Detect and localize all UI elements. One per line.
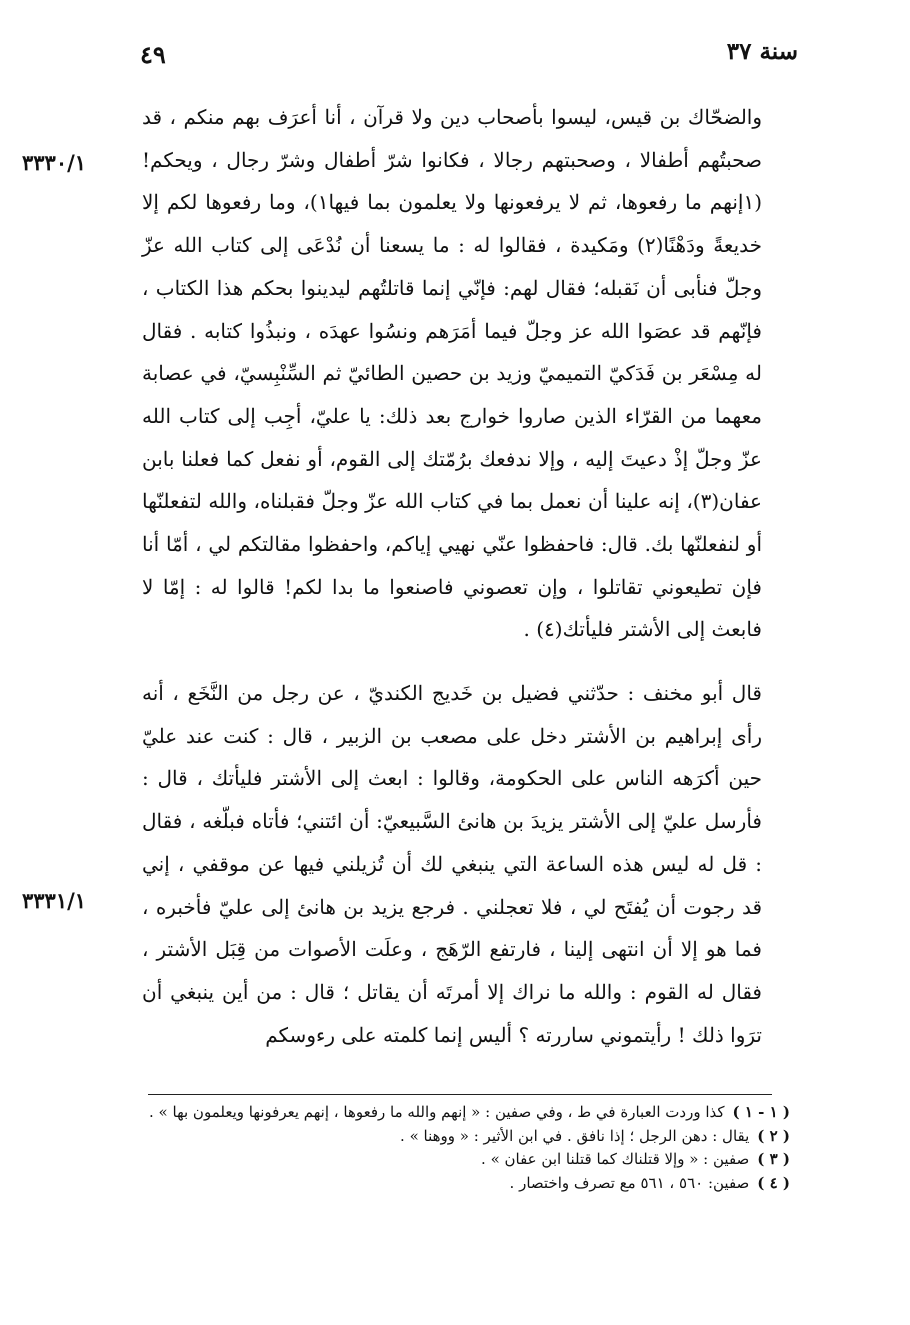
footnote-number: ( ٢ ) bbox=[757, 1126, 790, 1145]
body-paragraph: قال أبو مخنف : حدّثني فضيل بن خَديج الكنديّ ، عن رجل من النَّخَع ، أنه رأى إبراهيم بن الأشتر دخل على مصعب بن الزبير ، قال : كنت عند عليّ حين أكرَهه الناس على الحكومة، وقالوا : ابعث إلى الأشتر فليأتك ، قال : فأرسل عليّ إلى الأشتر يزيدَ بن هانئ السَّبيعيّ: أن ائتني؛ فأتاه فبلّغه ، فقال : قل له ليس هذه الساعة التي ينبغي لك أن تُزيلني فيها عن موقفي ، إني قد رجوت أن يُفتَح لي ، فلا تعجلني . فرجع يزيد بن هانئ إلى عليّ فأخبره ، فما هو إلا أن انتهى إلينا ، فارتفع الرّهَج ، وعلَت الأصوات من قِبَل الأشتر ، فقال له القوم : والله ما نراك إلا أمرتَه أن يقاتل ؛ قال : من أين ينبغي أن ترَوا ذلك ! رأيتموني ساررته ؟ أليس إنما كلمته على رءوسكم bbox=[142, 681, 762, 1047]
footnote-text: يقال : دهن الرجل ؛ إذا نافق . في ابن الأثير : « ووهنا » . bbox=[400, 1126, 750, 1145]
footnote-number: ( ١ - ١ ) bbox=[732, 1103, 790, 1121]
footnote-text: صفين: ٥٦٠ ، ٥٦١ مع تصرف واختصار . bbox=[509, 1173, 750, 1192]
footnote-divider bbox=[148, 1094, 772, 1095]
footnote bbox=[120, 1148, 790, 1172]
footnotes-list bbox=[120, 1101, 790, 1195]
margin-reference: ٣٣٣٠/١ bbox=[22, 150, 87, 175]
margin-reference: ٣٣٣١/١ bbox=[22, 888, 87, 913]
footnote bbox=[120, 1125, 790, 1149]
footnote-text: صفين : « وإلا قتلناك كما قتلنا ابن عفان » . bbox=[481, 1150, 750, 1168]
body-paragraph: والضحّاك بن قيس، ليسوا بأصحاب دين ولا قرآن ، أنا أعرَف بهم منكم ، قد صحبتُهم أطفالا ، وصحبتهم رجالا ، فكانوا شرّ أطفال وشرّ رجال ، ويحكم! (١إنهم ما رفعوها، ثم لا يرفعونها ولا يعلمون بما فيها١)، وما رفعوها لكم إلا خديعةً ودَهْنًا(٢) ومَكيدة ، فقالوا له : ما يسعنا أن نُدْعَى إلى كتاب الله عزّ وجلّ فنأبى أن نَقبله؛ فقال لهم: فإنّي إنما قاتلتُهم ليدينوا بحكم هذا الكتاب ، فإنّهم قد عصَوا الله عز وجلّ فيما أمَرَهم ونسُوا عهدَه ، ونبذُوا كتابه . فقال له مِسْعَر بن فَدَكيّ التميميّ وزيد بن حصين الطائيّ ثم السِّنْبِسيّ، في عصابة معهما من القرّاء الذين صاروا خوارج بعد ذلك: يا عليّ، أجِب إلى كتاب الله عزّ وجلّ إذْ دعيتَ إليه ، وإلا ندفعك برُمّتك إلى القوم، أو نفعل كما فعلنا بابن عفان(٣)، إنه علينا أن نعمل بما في كتاب الله عزّ وجلّ فقبلناه، والله لتفعلنّها أو لنفعلنّها بك. قال: فاحفظوا عنّي نهيي إياكم، واحفظوا مقالتكم لي ، أمّا أنا فإن تطيعوني تقاتلوا ، وإن تعصوني فاصنعوا ما بدا لكم! قالوا له : إمّا لا فابعث إلى الأشتر فليأتك(٤) . bbox=[142, 105, 763, 642]
running-head-year: سنة ٣٧ bbox=[726, 38, 798, 65]
footnote-number: ( ٤ ) bbox=[757, 1173, 790, 1192]
footnote bbox=[120, 1172, 790, 1196]
footnote-text: كذا وردت العبارة في ط ، وفي صفين : « إنهم والله ما رفعوها ، إنهم يعرفونها ويعلمون بها » . bbox=[149, 1103, 725, 1121]
page-number: ٤٩ bbox=[140, 40, 166, 69]
footnote bbox=[120, 1101, 790, 1125]
footnote-number: ( ٣ ) bbox=[757, 1150, 790, 1168]
